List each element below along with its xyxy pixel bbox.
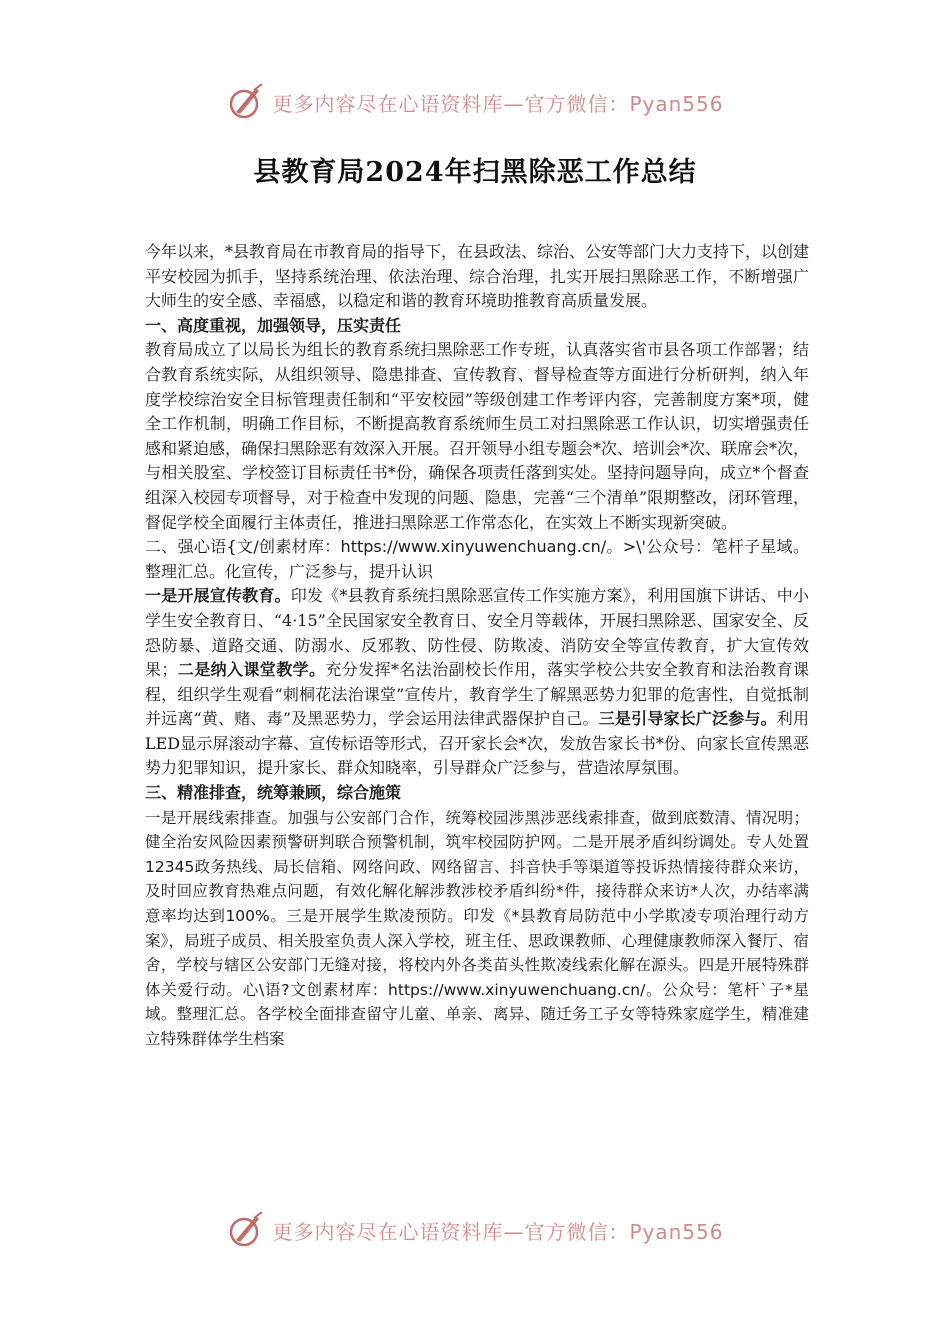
section-2-point-3-text: 利用LED显示屏滚动字幕、宣传标语等形式，召开家长会*次，发放告家长书*份、向家长宣传黑恶势力犯罪知识，提升家长、群众知晓率，引导群众广泛参与，营造浓厚氛围。 — [145, 709, 809, 778]
document-title: 县教育局2024年扫黑除恶工作总结 — [253, 157, 697, 188]
section-2-point-3-label: 三是引导家长广泛参与。 — [598, 709, 777, 729]
section-2-body — [145, 584, 809, 781]
header-watermark-banner — [0, 80, 950, 124]
section-2-point-2-label: 二是纳入课堂教学。 — [177, 660, 326, 680]
quill-pen-logo-icon — [226, 1210, 266, 1250]
section-3-body: 一是开展线索排查。加强与公安部门合作，统筹校园涉黑涉恶线索排查，做到底数清、情况明；健全治安风险因素预警研判联合预警机制，筑牢校园防护网。二是开展矛盾纠纷调处。专人处置12345政务热线、局长信箱、网络问政、网络留言、抖音快手等渠道等投诉热情接待群众来访，及时回应教育热难点问题，有效化解化解涉教涉校矛盾纠纷*件，接待群众来访*人次，办结率满意率均达到100%。三是开展学生欺凌预防。印发《*县教育局防范中小学欺凌专项治理行动方案》，局班子成员、相关股室负责人深入学校，班主任、思政课教师、心理健康教师深入餐厅、宿舍，学校与辖区公安部门无缝对接，将校内外各类苗头性欺凌线索化解在源头。四是开展特殊群体关爱行动。心\语?文创素材库：https://www.xinyuwenchuang.cn/。公众号：笔杆`子*星域。整理汇总。各学校全面排查留守儿童、单亲、离异、随迁务工子女等特殊家庭学生，精准建立特殊群体学生档案 — [145, 808, 809, 1048]
section-3-heading: 三、精准排查，统筹兼顾，综合施策 — [145, 783, 402, 803]
section-1-body: 教育局成立了以局长为组长的教育系统扫黑除恶工作专班，认真落实省市县各项工作部署；结合教育系统实际，从组织领导、隐患排查、宣传教育、督导检查等方面进行分析研判，纳入年度学校综治安全目标管理责任制和“平安校园”等级创建工作考评内容，完善制度方案*项，健全工作机制，明确工作目标，不断提高教育系统师生员工对扫黑除恶工作认识，切实增强责任感和紧迫感，确保扫黑除恶有效深入开展。召开领导小组专题会*次、培训会*次、联席会*次，与相关股室、学校签订目标责任书*份，确保各项责任落到实处。坚持问题导向，成立*个督查组深入校园专项督导，对于检查中发现的问题、隐患，完善“三个清单”限期整改，闭环管理，督促学校全面履行主体责任，推进扫黑除恶工作常态化，在实效上不断实现新突破。 — [145, 340, 810, 532]
section-2-heading: 二、强心语{文/创素材库：https://www.xinyuwenchuang.cn/。>\'公众号：笔杆子星域。整理汇总。化宣传，广泛参与，提升认识 — [145, 537, 809, 581]
document-body — [145, 240, 809, 1052]
intro-paragraph: 今年以来，*县教育局在市教育局的指导下，在县政法、综治、公安等部门大力支持下，以创建平安校园为抓手，坚持系统治理、依法治理、综合治理，扎实开展扫黑除恶工作，不断增强广大师生的安全感、幸福感，以稳定和谐的教育环境助推教育高质量发展。 — [145, 242, 810, 311]
section-2-point-1-label: 一是开展宣传教育。 — [145, 586, 291, 606]
quill-pen-logo-icon — [226, 82, 266, 122]
header-watermark-text: 更多内容尽在心语资料库—官方微信：Pyan556 — [272, 91, 724, 116]
section-1-heading: 一、高度重视，加强领导，压实责任 — [145, 315, 402, 335]
section-2-point-1-text: 印发《*县教育系统扫黑除恶宣传工作实施方案》，利用国旗下讲话、中小学生安全教育日、“4·15”全民国家安全教育日、安全月等载体，开展扫黑除恶、国家安全、反恐防暴、道路交通、防溺水、反邪教、防性侵、防欺凌、消防安全等宣传教育，扩大宣传效果； — [145, 586, 809, 680]
footer-watermark-banner — [0, 1208, 950, 1252]
section-2-point-2-text: 充分发挥*名法治副校长作用，落实学校公共安全教育和法治教育课程，组织学生观看“刺桐花法治课堂”宣传片，教育学生了解黑恶势力犯罪的危害性，自觉抵制并远离“黄、赌、毒”及黑恶势力，学会运用法律武器保护自己。 — [145, 660, 809, 729]
footer-watermark-text: 更多内容尽在心语资料库—官方微信：Pyan556 — [272, 1219, 724, 1244]
